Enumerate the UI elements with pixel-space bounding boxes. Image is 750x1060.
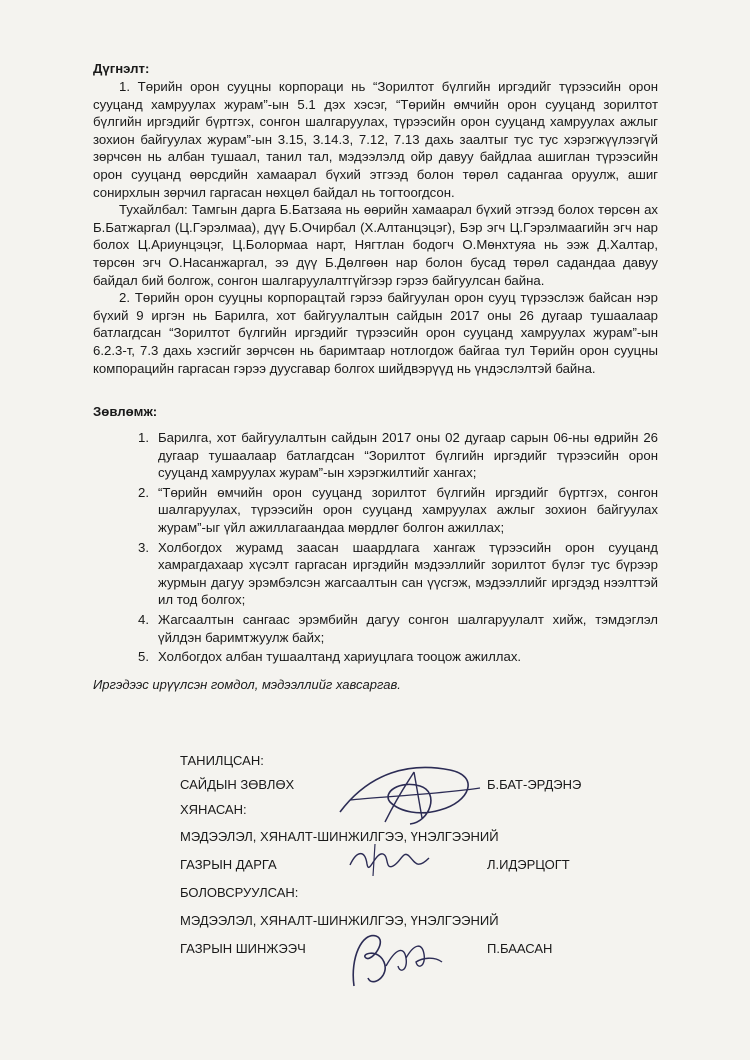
attachment-note: Иргэдээс ирүүлсэн гомдол, мэдээллийг хавсаргав. (93, 676, 401, 692)
checked-label: ХЯНАСАН: (180, 802, 247, 817)
list-item-number: 3. (138, 539, 149, 555)
conclusion-paragraph-1: 1. Төрийн орон сууцны корпораци нь “Зорилтот бүлгийн иргэдийг түрээсийн орон сууцанд хамруулах журам”-ын 5.1 дэх хэсэг, “Төрийн өмчийн орон сууцанд зорилтот бүлгийн иргэдийг бүртгэх, сонгон шалгаруулах, түрээсийн орон сууцанд хамруулах ажлыг зохион байгуулах журам”-ын 3.15, 3.14.3, 7.12, 7.13 дахь заалтыг тус тус хэрэгжүүлээгүй зөрчсөн нь албан тушаал, танил тал, мэдээлэлд ойр давуу байдлаа ашиглан түрээсийн орон сууцанд өөрсдийн хамаарал бүхий этгээд болон төрөл садангаа оруулж, ашиг сонирхлын зөрчил гаргасан нөхцөл байдал нь тогтоогдсон. (93, 79, 658, 200)
conclusion-paragraph-2: Тухайлбал: Тамгын дарга Б.Батзаяа нь өөрийн хамаарал бүхий этгээд болох төрсөн ах Б.Батжаргал (Ц.Гэрэлмаа), дүү Б.Очирбал (Х.Алтанцэцэг), Бэр эгч Ц.Гэрэлмаагийн эгч нар болох Ц.Ариунцэцэг, Ц.Болормаа нарт, Нягтлан бодогч О.Мөнхтуяа нь ээж Д.Халтар, төрсөн эгч О.Насанжаргал, ээ дүү Б.Дөлгөөн нар болон бусад төрөл садандаа давуу байдал бий болгож, сонгон шалгаруулалтгүйгээр гэрээ байгуулсан байна. (93, 202, 658, 288)
department-line: МЭДЭЭЛЭЛ, ХЯНАЛТ-ШИНЖИЛГЭЭ, ҮНЭЛГЭЭНИЙ (180, 829, 499, 844)
list-item-text: Жагсаалтын сангаас эрэмбийн дагуу сонгон шалгаруулалт хийж, тэмдэглэл үйлдэн баримтжуулж байх; (158, 612, 658, 645)
recommendations-list (93, 429, 658, 666)
head-title: ГАЗРЫН ДАРГА (180, 857, 277, 872)
analyst-signature (342, 918, 452, 998)
head-signature (345, 840, 435, 880)
head-name: Л.ИДЭРЦОГТ (487, 857, 570, 872)
list-item-text: Барилга, хот байгуулалтын сайдын 2017 оны 02 дугаар сарын 06-ны өдрийн 26 дугаар тушаалаар батлагдсан “Зорилтот бүлгийн иргэдийг түрээсийн орон сууцанд хамруулах журам”-ын хэрэгжилтийг хангах; (158, 430, 658, 481)
department-line: МЭДЭЭЛЭЛ, ХЯНАЛТ-ШИНЖИЛГЭЭ, ҮНЭЛГЭЭНИЙ (180, 913, 499, 928)
list-item-number: 5. (138, 649, 149, 665)
list-item (138, 429, 658, 482)
conclusion-paragraph-3: 2. Төрийн орон сууцны корпорацтай гэрээ байгуулан орон сууц түрээслэж байсан нэр бүхий 9 иргэн нь Барилга, хот байгуулалтын сайдын 2017 оны 26 дугаар тушаалаар батлагдсан “Зорилтот бүлгийн иргэдийг түрээсийн орон сууцанд хамруулах журам”-ын 6.2.3-т, 7.3 дахь хэсгийг зөрчсөн нь баримтаар нотлогдож байгаа тул Төрийн орон сууцны компорацийн гаргасан гэрээ дуусгавар болгох шийдвэрүүд нь үндэслэлтэй байна. (93, 290, 658, 376)
analyst-title: ГАЗРЫН ШИНЖЭЭЧ (180, 941, 306, 956)
list-item-text: “Төрийн өмчийн орон сууцанд зорилтот бүлгийн иргэдийг бүртгэх, сонгон шалгаруулах, түрээсийн орон сууцанд хамруулах ажлыг зохион байгуулах журам”-ыг үйл ажиллагаандаа мөрдлөг болгон ажиллах; (158, 484, 658, 536)
list-item (138, 539, 658, 609)
reviewed-label: ТАНИЛЦСАН: (180, 753, 264, 768)
list-item (138, 611, 658, 646)
list-item-text: Холбогдох журамд заасан шаардлага хангаж түрээсийн орон сууцанд хамрагдахаар хүсэлт гаргасан иргэдийн мэдээллийг зорилтот бүлэг тус бүрээр журмын дагуу эрэмбэлсэн жагсаалтын сан үүсгэж, мэдээллийг иргэдэд нээлттэй ил тод болгох; (158, 539, 658, 608)
list-item-number: 1. (138, 430, 149, 446)
list-item (138, 484, 658, 537)
document-body (93, 60, 658, 694)
conclusion-heading: Дүгнэлт: (93, 61, 150, 76)
list-item-text: Холбогдох албан тушаалтанд хариуцлага тооцож ажиллах. (158, 649, 522, 665)
list-item-number: 4. (138, 612, 149, 628)
prepared-label: БОЛОВСРУУЛСАН: (180, 885, 299, 900)
advisor-title: САЙДЫН ЗӨВЛӨХ (180, 777, 295, 792)
advisor-signature (330, 752, 490, 832)
analyst-name: П.БААСАН (487, 941, 553, 956)
recommendations-heading: Зөвлөмж: (93, 404, 158, 420)
list-item-number: 2. (138, 484, 149, 500)
advisor-name: Б.БАТ-ЭРДЭНЭ (487, 777, 582, 792)
list-item (138, 648, 658, 666)
